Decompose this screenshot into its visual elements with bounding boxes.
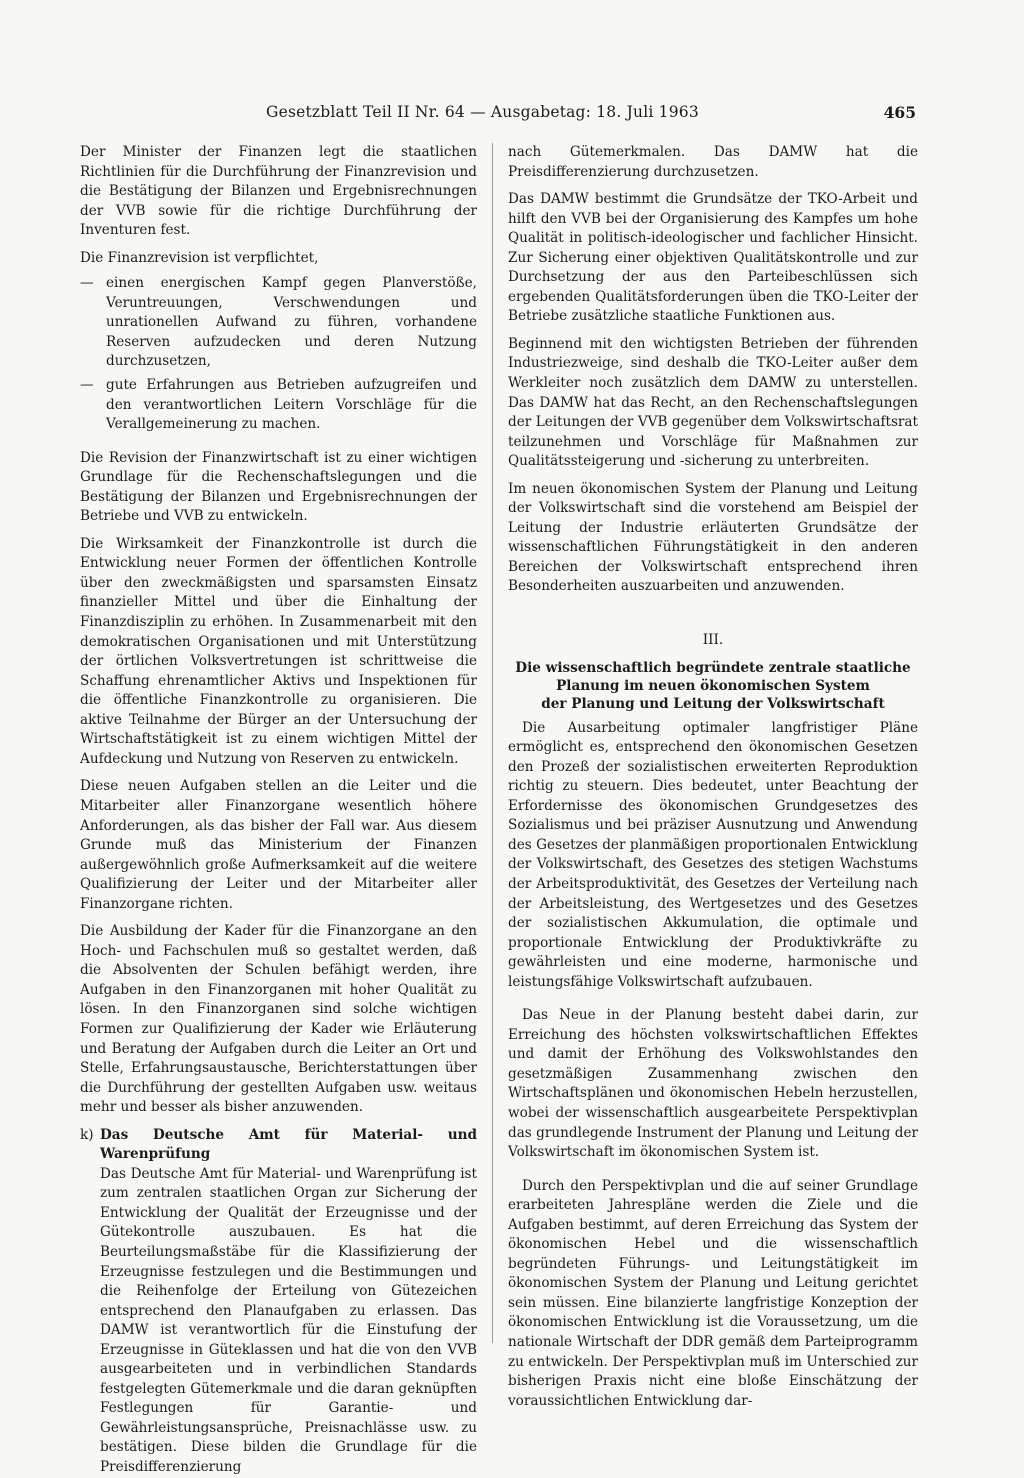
paragraph: Beginnend mit den wichtigsten Betrieben der führenden Industriezweige, sind deshalb die TKO-Leiter außer dem Werkleiter noch zusätzlich dem DAMW zu unterstellen. Das DAMW hat das Recht, an den Rechenschaftslegungen der Leitungen der VVB gegenüber dem Volkswirtschaftsrat teilzunehmen und Vorschläge für Maßnahmen zur Qualitätssteigerung und -sicherung zu unterbreiten.: [508, 335, 918, 470]
page-number: 465: [883, 103, 916, 122]
item-label: k): [80, 1126, 94, 1143]
page-header: [80, 103, 920, 127]
list-item-text: gute Erfahrungen aus Betrieben aufzugreifen und den verantwortlichen Leitern Vorschläge für die Verallgemeinerung zu machen.: [106, 377, 477, 433]
section-item-k: [80, 1126, 477, 1478]
right-column: [508, 143, 918, 1419]
paragraph: Die Revision der Finanzwirtschaft ist zu einer wichtigen Grundlage für die Rechenschaftslegungen und die Bestätigung der Bilanzen und Ergebnisrechnungen der Betriebe und VVB zu entwickeln.: [80, 449, 477, 525]
list-item-text: einen energischen Kampf gegen Planverstöße, Veruntreuungen, Verschwendungen und unrationellen Aufwand zu führen, vorhandene Reserven aufzudecken und deren Nutzung durchzusetzen,: [106, 275, 477, 370]
paragraph: Das DAMW bestimmt die Grundsätze der TKO-Arbeit und hilft den VVB bei der Organisierung des Kampfes um hohe Qualität in politisch-ideologischer und fachlicher Hinsicht. Zur Sicherung einer objektiven Qualitätskontrolle und zur Durchsetzung der aus den Parteibeschlüssen sich ergebenden Qualitätsforderungen üben die TKO-Leiter der Betriebe zusätzliche staatliche Funktionen aus.: [508, 191, 918, 325]
header-title: Gesetzblatt Teil II Nr. 64 — Ausgabetag: 18. Juli 1963: [266, 103, 699, 121]
section-heading-line: der Planung und Leitung der Volkswirtschaft: [541, 695, 885, 712]
dash-marker: —: [80, 275, 94, 292]
item-text: Das Deutsche Amt für Material- und Warenprüfung ist zum zentralen staatlichen Organ zur Sicherung der Entwicklung der Qualität der Erzeugnisse und der Gütekontrolle auszubauen. Es hat die Beurteilungsmaßstäbe für die Klassifizierung der Erzeugnisse festzulegen und die Bestimmungen und die Reihenfolge der Erteilung von Gütezeichen entsprechend den Planaufgaben zu erlassen. Das DAMW ist verantwortlich für die Einstufung der Erzeugnisse in Güteklassen und hat die von den VVB ausgearbeiteten und in verbindlichen Standards festgelegten Gütemerkmale und die daran geknüpften Festlegungen für Garantie- und Gewährleistungsansprüche, Preisnachlässe usw. zu bestätigen. Diese bilden die Grundlage für die Preisdifferenzierung: [100, 1165, 477, 1475]
section-heading: [508, 659, 918, 713]
left-column: [80, 143, 477, 1478]
section-number: III.: [702, 632, 724, 649]
paragraph: Die Wirksamkeit der Finanzkontrolle ist durch die Entwicklung neuer Formen der öffentlichen Kontrolle über den zweckmäßigsten und sparsamsten Einsatz finanzieller Mittel und über die Einhaltung der Finanzdisziplin zu erhöhen. In Zusammenarbeit mit den demokratischen Organisationen und mit Unterstützung der örtlichen Volksvertretungen ist schrittweise die Schaffung ehrenamtlicher Aktivs und Inspektionen für die öffentliche Finanzkontrolle zu organisieren. Die aktive Teilnahme der Bürger an der Untersuchung der Wirtschaftstätigkeit ist zu einem wichtigen Mittel der Aufdeckung und Nutzung von Reserven zu entwickeln.: [80, 535, 477, 767]
paragraph: Die Ausbildung der Kader für die Finanzorgane an den Hoch- und Fachschulen muß so gestaltet werden, daß die Absolventen der Schulen befähigt werden, ihre Aufgaben in den Finanzorganen mit hoher Qualität zu lösen. In den Finanzorganen sind solche wichtigen Formen zur Qualifizierung der Kader wie Erläuterung und Beratung der Aufgaben durch die Leiter an Ort und Stelle, Erfahrungsaustausche, Berichterstattungen über die Durchführung der gestellten Aufgaben usw. weitaus mehr und besser als bisher anzuwenden.: [80, 923, 477, 1116]
paragraph: nach Gütemerkmalen. Das DAMW hat die Preisdifferenzierung durchzusetzen.: [508, 144, 918, 180]
paragraph: Im neuen ökonomischen System der Planung und Leitung der Volkswirtschaft sind die vorstehend am Beispiel der Leitung der Industrie erläuterten Grundsätze der wissenschaftlichen Führungstätigkeit in den anderen Bereichen der Volkswirtschaft entsprechend ihren Besonderheiten auszuarbeiten und anzuwenden.: [508, 480, 918, 595]
dash-list: [80, 274, 477, 434]
list-item: [80, 376, 477, 435]
paragraph: Durch den Perspektivplan und die auf seiner Grundlage erarbeiteten Jahrespläne werden die Ziele und die Aufgaben bestimmt, auf deren Erreichung das System der ökonomischen Hebel und die wissenschaftlich begründeten Führungs- und Leitungstätigkeit im ökonomischen System der Planung und Leitung gerichtet sein müssen. Eine bilanzierte langfristige Konzeption der ökonomischen Entwicklung ist die Voraussetzung, um die nationale Wirtschaft der DDR gemäß dem Parteiprogramm zu entwickeln. Der Perspektivplan muß im Unterschied zur bisherigen Praxis nicht eine bloße Einschätzung der voraussichtlichen Entwicklung dar-: [508, 1177, 918, 1409]
item-heading: Das Deutsche Amt für Material- und Warenprüfung: [100, 1126, 477, 1163]
paragraph: Das Neue in der Planung besteht dabei darin, zur Erreichung des höchsten volkswirtschaftlichen Effektes und damit der Erhöhung des Volkswohlstandes den gesetzmäßigen Zusammenhang zwischen den Wirtschaftsplänen und ökonomischen Hebeln herzustellen, wobei der wissenschaftlich ausgearbeitete Perspektivplan das grundlegende Instrument der Planung und Leitung der Volkswirtschaft im ökonomischen System ist.: [508, 1007, 918, 1161]
dash-marker: —: [80, 377, 94, 394]
paragraph: Diese neuen Aufgaben stellen an die Leiter und die Mitarbeiter aller Finanzorgane wesentlich höhere Anforderungen, als das bisher der Fall war. Aus diesem Grunde muß das Ministerium der Finanzen außergewöhnlich große Aufmerksamkeit auf die weitere Qualifizierung der Leiter und der Mitarbeiter aller Finanzorgane richten.: [80, 778, 477, 912]
paragraph: Die Finanzrevision ist verpflichtet,: [80, 249, 319, 266]
paragraph: Die Ausarbeitung optimaler langfristiger Pläne ermöglicht es, entsprechend den ökonomischen Gesetzen den Prozeß der sozialistischen erweiterten Reproduktion richtig zu steuern. Dies bedeutet, unter Beachtung der Erfordernisse des ökonomischen Grundgesetzes des Sozialismus und bei präziser Ausnutzung und Anwendung des Gesetzes der planmäßigen proportionalen Entwicklung der Volkswirtschaft, des Gesetzes des stetigen Wachstums der Arbeitsproduktivität, des Gesetzes der Verteilung nach der Arbeitsleistung, des Wertgesetzes und des Gesetzes der sozialistischen Akkumulation, die optimale und proportionale Entwicklung der Produktivkräfte zu gewährleisten und eine moderne, harmonische und leistungsfähige Volkswirtschaft aufzubauen.: [508, 719, 918, 990]
column-divider: [492, 143, 493, 1343]
item-body: [100, 1126, 477, 1478]
list-item: [80, 274, 477, 372]
section-heading-line: Die wissenschaftlich begründete zentrale staatliche: [515, 659, 911, 676]
section-heading-line: Planung im neuen ökonomischen System: [556, 677, 870, 694]
paragraph: Der Minister der Finanzen legt die staatlichen Richtlinien für die Durchführung der Finanzrevision und die Bestätigung der Bilanzen und Ergebnisrechnungen der VVB sowie für die richtige Durchführung der Inventuren fest.: [80, 144, 477, 239]
